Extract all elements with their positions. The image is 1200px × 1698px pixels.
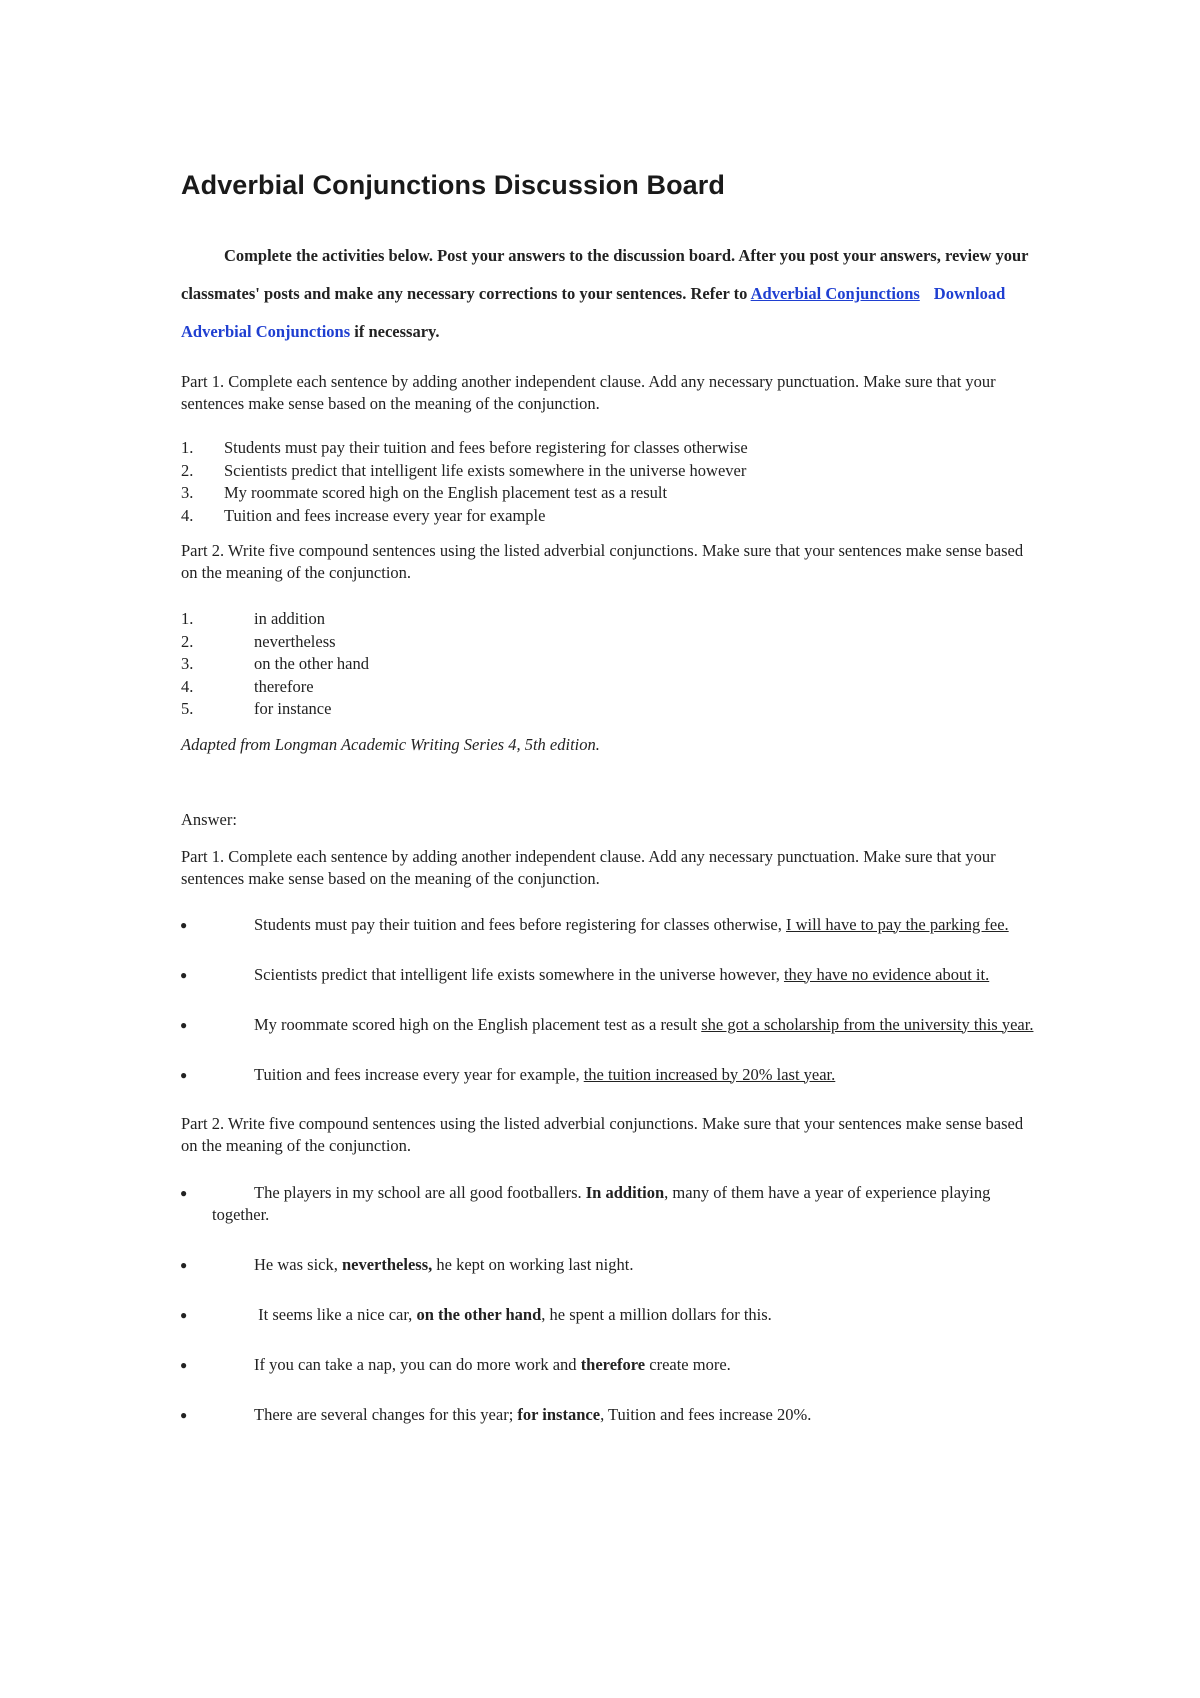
list-item: ● If you can take a nap, you can do more work and therefore create more.: [180, 1354, 731, 1374]
intro-text-after: if necessary.: [350, 322, 440, 341]
bullet-icon: ●: [180, 1307, 188, 1322]
document-content: [181, 170, 1036, 1426]
bullet-icon: ●: [180, 1017, 188, 1032]
list-item: ● It seems like a nice car, on the other hand, he spent a million dollars for this.: [180, 1304, 772, 1324]
list-item: 5. for instance: [181, 699, 332, 718]
list-item: 4. therefore: [181, 676, 314, 696]
adverbial-conjunctions-link[interactable]: Adverbial Conjunctions: [750, 284, 920, 303]
document-title: Adverbial Conjunctions Discussion Board: [181, 170, 725, 200]
list-item: 2. Scientists predict that intelligent life exists somewhere in the universe however: [181, 460, 747, 480]
list-item: 1. in addition: [181, 609, 326, 628]
list-item: ● Students must pay their tuition and fees before registering for classes otherwise, I will have to pay the parking fee.: [180, 914, 1009, 934]
bullet-icon: ●: [180, 1407, 188, 1422]
part2-instruction: Part 2. Write five compound sentences using the listed adverbial conjunctions. Make sure that your sentences make sense based on the meaning of the conjunction.: [181, 541, 1024, 582]
bullet-icon: ●: [180, 1185, 188, 1200]
answer-part1-instruction: Part 1. Complete each sentence by adding another independent clause. Add any necessary punctuation. Make sure that your sentences make sense based on the meaning of the conjunction.: [181, 846, 996, 888]
list-item: ● Scientists predict that intelligent life exists somewhere in the universe however, they have no evidence about it.: [180, 964, 990, 984]
list-item: ● Tuition and fees increase every year for example, the tuition increased by 20% last year.: [180, 1064, 836, 1084]
bullet-icon: ●: [180, 1357, 188, 1372]
part1-instruction: Part 1. Complete each sentence by adding another independent clause. Add any necessary punctuation. Make sure that your sentences make sense based on the meaning of the conjunction.: [181, 372, 996, 413]
bullet-icon: ●: [180, 1257, 188, 1272]
answer-label: Answer:: [181, 809, 237, 829]
list-item: 3. on the other hand: [181, 654, 370, 673]
download-adverbial-conjunctions-link[interactable]: Download Adverbial Conjunctions: [181, 284, 1006, 341]
list-item: 1. Students must pay their tuition and fees before registering for classes otherwise: [181, 438, 748, 457]
intro-paragraph: [181, 237, 1036, 351]
part1-list: [181, 437, 1036, 527]
list-item: ● There are several changes for this year; for instance, Tuition and fees increase 20%.: [180, 1404, 812, 1424]
list-item: 4. Tuition and fees increase every year for example: [181, 505, 546, 525]
list-item: 2. nevertheless: [181, 631, 336, 651]
bullet-icon: ●: [180, 967, 188, 982]
list-item: ● He was sick, nevertheless, he kept on working last night.: [180, 1254, 634, 1274]
bullet-icon: ●: [180, 917, 188, 932]
answer-part2-list: [181, 1182, 1036, 1426]
bullet-icon: ●: [180, 1067, 188, 1082]
list-item: 3. My roommate scored high on the English placement test as a result: [181, 483, 668, 502]
source-note: Adapted from Longman Academic Writing Series 4, 5th edition.: [181, 734, 600, 754]
answer-part2-instruction: Part 2. Write five compound sentences using the listed adverbial conjunctions. Make sure that your sentences make sense based on the meaning of the conjunction.: [181, 1113, 1024, 1155]
list-item: ● The players in my school are all good footballers. In addition, many of them have a year of experience playing together.: [180, 1182, 991, 1224]
list-item: ● My roommate scored high on the English placement test as a result she got a scholarship from the university this year.: [180, 1014, 1034, 1034]
intro-text: Complete the activities below. Post your answers to the discussion board. After you post your answers, review your classmates' posts and make any necessary corrections to your sentences. Refer to: [181, 246, 1029, 303]
part2-list: [181, 608, 1036, 721]
answer-part1-list: [181, 914, 1036, 1086]
